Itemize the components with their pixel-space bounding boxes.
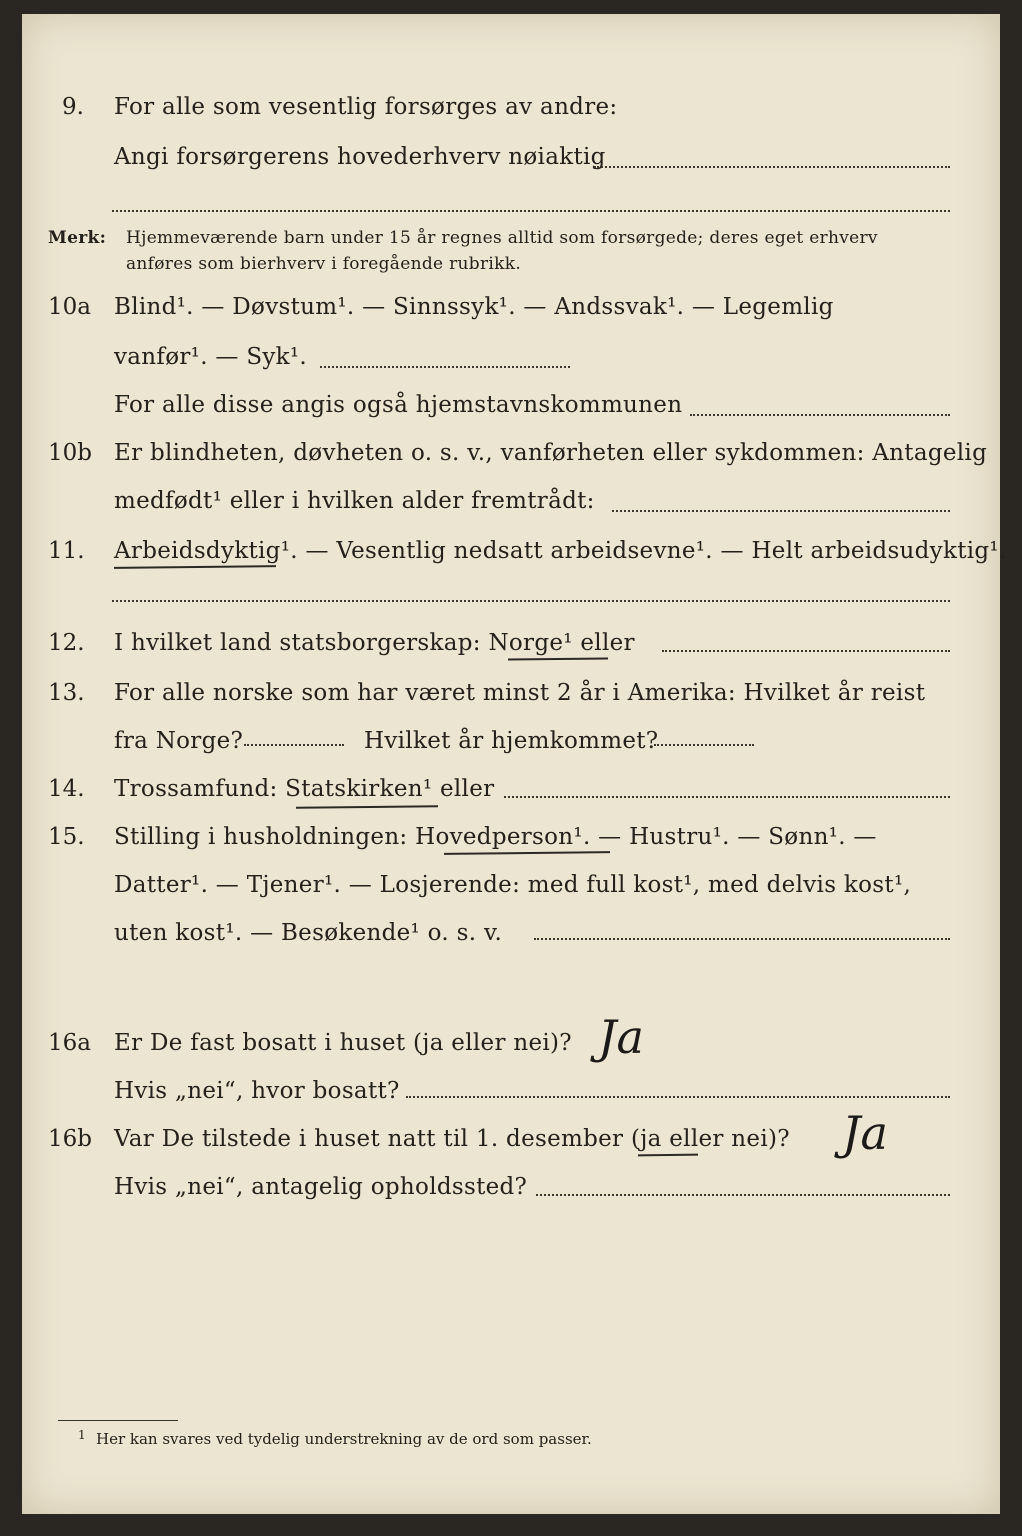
question-text: Hvis „nei“, antagelig opholdssted? [114, 1174, 528, 1200]
note-label: Merk: [48, 228, 107, 248]
question-number: 10b [48, 440, 92, 466]
question-number: 11. [48, 538, 85, 564]
footnote-text: Her kan svares ved tydelig understrekning av de ord som passer. [96, 1430, 592, 1448]
question-text: Stilling i husholdningen: Hovedperson¹. — Hustru¹. — Sønn¹. — [114, 824, 877, 850]
handwritten-underline [114, 565, 276, 569]
answer-line[interactable] [112, 210, 950, 212]
question-text: Hvilket år hjemkommet? [364, 728, 659, 754]
question-text: I hvilket land statsborgerskap: Norge¹ eller [114, 630, 635, 656]
answer-line[interactable] [244, 744, 344, 746]
handwritten-answer: Ja [842, 1106, 888, 1160]
question-number: 14. [48, 776, 85, 802]
note-text: anføres som bierhverv i foregående rubrikk. [126, 254, 522, 274]
question-text: Trossamfund: Statskirken¹ eller [114, 776, 495, 802]
question-text: For alle som vesentlig forsørges av andre: [114, 94, 618, 120]
answer-line[interactable] [690, 414, 950, 416]
question-text: Var De tilstede i huset natt til 1. desember (ja eller nei)? [114, 1126, 790, 1152]
answer-line[interactable] [504, 796, 950, 798]
handwritten-underline [296, 805, 438, 808]
answer-line[interactable] [594, 166, 950, 168]
handwritten-underline [444, 851, 610, 855]
question-text: Datter¹. — Tjener¹. — Losjerende: med full kost¹, med delvis kost¹, [114, 872, 912, 898]
handwritten-underline [638, 1154, 698, 1157]
handwritten-answer: Ja [598, 1010, 644, 1064]
answer-line[interactable] [654, 744, 754, 746]
question-number: 9. [62, 94, 84, 120]
answer-line[interactable] [406, 1096, 950, 1098]
note-text: Hjemmeværende barn under 15 år regnes alltid som forsørgede; deres eget erhverv [126, 228, 878, 248]
question-number: 13. [48, 680, 85, 706]
question-text: Blind¹. — Døvstum¹. — Sinnssyk¹. — Andssvak¹. — Legemlig [114, 294, 834, 320]
question-text: Angi forsørgerens hovederhverv nøiaktig [114, 144, 606, 170]
answer-line[interactable] [112, 600, 950, 602]
question-number: 10a [48, 294, 91, 320]
answer-line[interactable] [662, 650, 950, 652]
question-number: 15. [48, 824, 85, 850]
question-text: fra Norge? [114, 728, 244, 754]
answer-line[interactable] [534, 938, 950, 940]
question-number: 16a [48, 1030, 91, 1056]
question-text: medfødt¹ eller i hvilken alder fremtrådt: [114, 488, 595, 514]
question-text: Er blindheten, døvheten o. s. v., vanførheten eller sykdommen: Antagelig [114, 440, 988, 466]
question-text: For alle norske som har været minst 2 år i Amerika: Hvilket år reist [114, 680, 926, 706]
question-text: Arbeidsdyktig¹. — Vesentlig nedsatt arbeidsevne¹. — Helt arbeidsudyktig¹. [114, 538, 1007, 564]
question-text: vanfør¹. — Syk¹. [114, 344, 308, 370]
question-number: 12. [48, 630, 85, 656]
answer-line[interactable] [612, 510, 950, 512]
question-text: uten kost¹. — Besøkende¹ o. s. v. [114, 920, 503, 946]
answer-line[interactable] [320, 366, 570, 368]
answer-line[interactable] [536, 1194, 950, 1196]
question-number: 16b [48, 1126, 92, 1152]
footnote-rule [58, 1420, 178, 1421]
handwritten-underline [508, 657, 608, 660]
question-text: Er De fast bosatt i huset (ja eller nei)? [114, 1030, 572, 1056]
question-text: Hvis „nei“, hvor bosatt? [114, 1078, 400, 1104]
question-text: For alle disse angis også hjemstavnskommunen [114, 392, 683, 418]
census-form-page [22, 14, 1007, 1514]
footnote-mark: 1 [78, 1428, 86, 1442]
